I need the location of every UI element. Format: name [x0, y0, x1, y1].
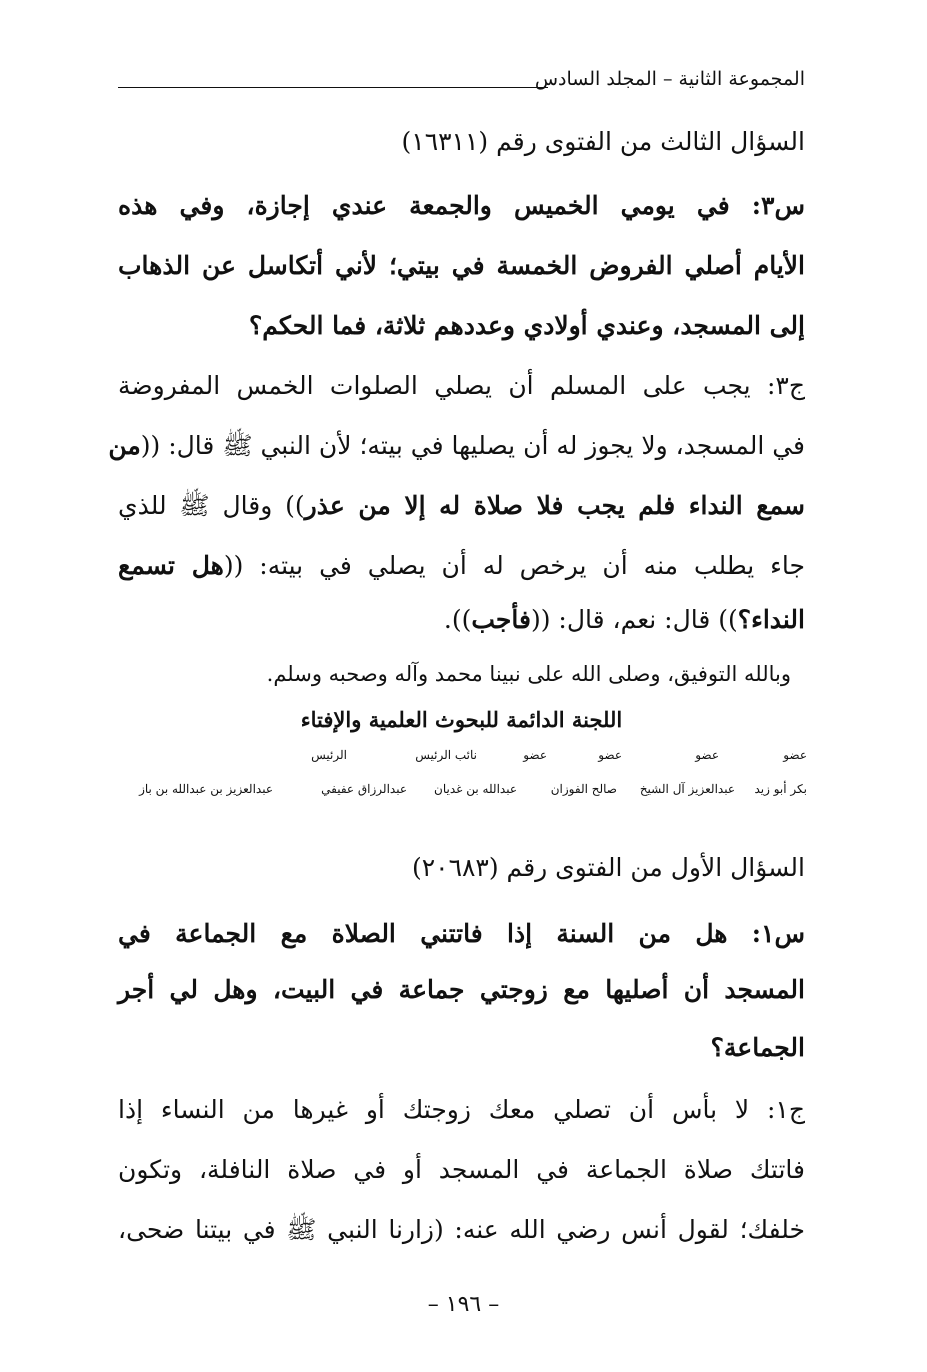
signature-names: [118, 782, 807, 804]
page-number: – ١٩٦ –: [427, 1292, 500, 1317]
role-label: عضو: [695, 748, 719, 762]
answer-line: [108, 426, 805, 466]
member-name: عبدالعزيز آل الشيخ: [639, 782, 735, 796]
running-title: المجموعة الثانية – المجلد السادس: [534, 68, 805, 90]
hadith-text: من: [108, 431, 141, 460]
hadith-text: النداء؟: [737, 605, 805, 634]
member-name: صالح الفوزان: [550, 782, 617, 796]
closing-formula: وبالله التوفيق، وصلى الله على نبينا محمد وآله وصحبه وسلم.: [266, 662, 791, 686]
role-label: عضو: [783, 748, 807, 762]
member-name: عبدالرزاق عفيفي: [321, 782, 407, 796]
question-line: س١: هل من السنة إذا فاتتني الصلاة مع الجماعة في: [118, 919, 805, 948]
signature-roles: [118, 748, 807, 770]
hadith-text: هل تسمع: [118, 551, 224, 580]
answer-line: فاتتك صلاة الجماعة في المسجد أو في صلاة النافلة، وتكون: [118, 1155, 805, 1184]
answer-line: خلفك؛ لقول أنس رضي الله عنه: (زارنا النبي ﷺ في بيتنا ضحى،: [118, 1215, 805, 1244]
answer-text: جاء يطلب منه أن يرخص له أن يصلي في بيته: ((: [223, 551, 805, 580]
answer-line: [118, 486, 805, 526]
hadith-text: فأجب: [471, 605, 531, 634]
answer-text: )).: [443, 605, 472, 634]
answer-line: [118, 600, 805, 640]
answer-text: في المسجد، ولا يجوز له أن يصليها في بيته؛ لأن النبي ﷺ قال: ((: [140, 431, 805, 460]
member-name: عبدالله بن غديان: [434, 782, 517, 796]
role-label: نائب الرئيس: [415, 748, 477, 762]
answer-line: ج١: لا بأس أن تصلي معك زوجتك أو غيرها من النساء إذا: [118, 1095, 805, 1124]
question-line: إلى المسجد، وعندي أولادي وعددهم ثلاثة، فما الحكم؟: [249, 311, 805, 340]
question-line: المسجد أن أصليها مع زوجتي جماعة في البيت، وهل لي أجر: [118, 975, 805, 1004]
answer-line: ج٣: يجب على المسلم أن يصلي الصلوات الخمس المفروضة: [118, 371, 805, 400]
committee-name: اللجنة الدائمة للبحوث العلمية والإفتاء: [300, 707, 623, 732]
fatwa-question-title: السؤال الثالث من الفتوى رقم (١٦٣١١): [401, 127, 805, 156]
role-label: عضو: [598, 748, 622, 762]
member-name: عبدالعزيز بن عبدالله بن باز: [139, 782, 273, 796]
role-label: الرئيس: [311, 748, 347, 762]
role-label: عضو: [523, 748, 547, 762]
answer-text: )) وقال ﷺ للذي: [118, 491, 305, 520]
question-line: الأيام أصلي الفروض الخمسة في بيتي؛ لأني أتكاسل عن الذهاب: [118, 251, 805, 280]
answer-text: )) قال: نعم، قال: ((: [530, 605, 738, 634]
fatwa-question-title: السؤال الأول من الفتوى رقم (٢٠٦٨٣): [411, 853, 805, 882]
running-header: [118, 66, 805, 106]
answer-line: [118, 546, 805, 586]
question-line: الجماعة؟: [710, 1033, 805, 1062]
member-name: بكر أبو زيد: [754, 782, 807, 796]
header-rule: [118, 87, 548, 88]
question-line: س٣: في يومي الخميس والجمعة عندي إجازة، وفي هذه: [118, 191, 805, 220]
hadith-text: سمع النداء فلم يجب فلا صلاة له إلا من عذر: [304, 491, 805, 520]
